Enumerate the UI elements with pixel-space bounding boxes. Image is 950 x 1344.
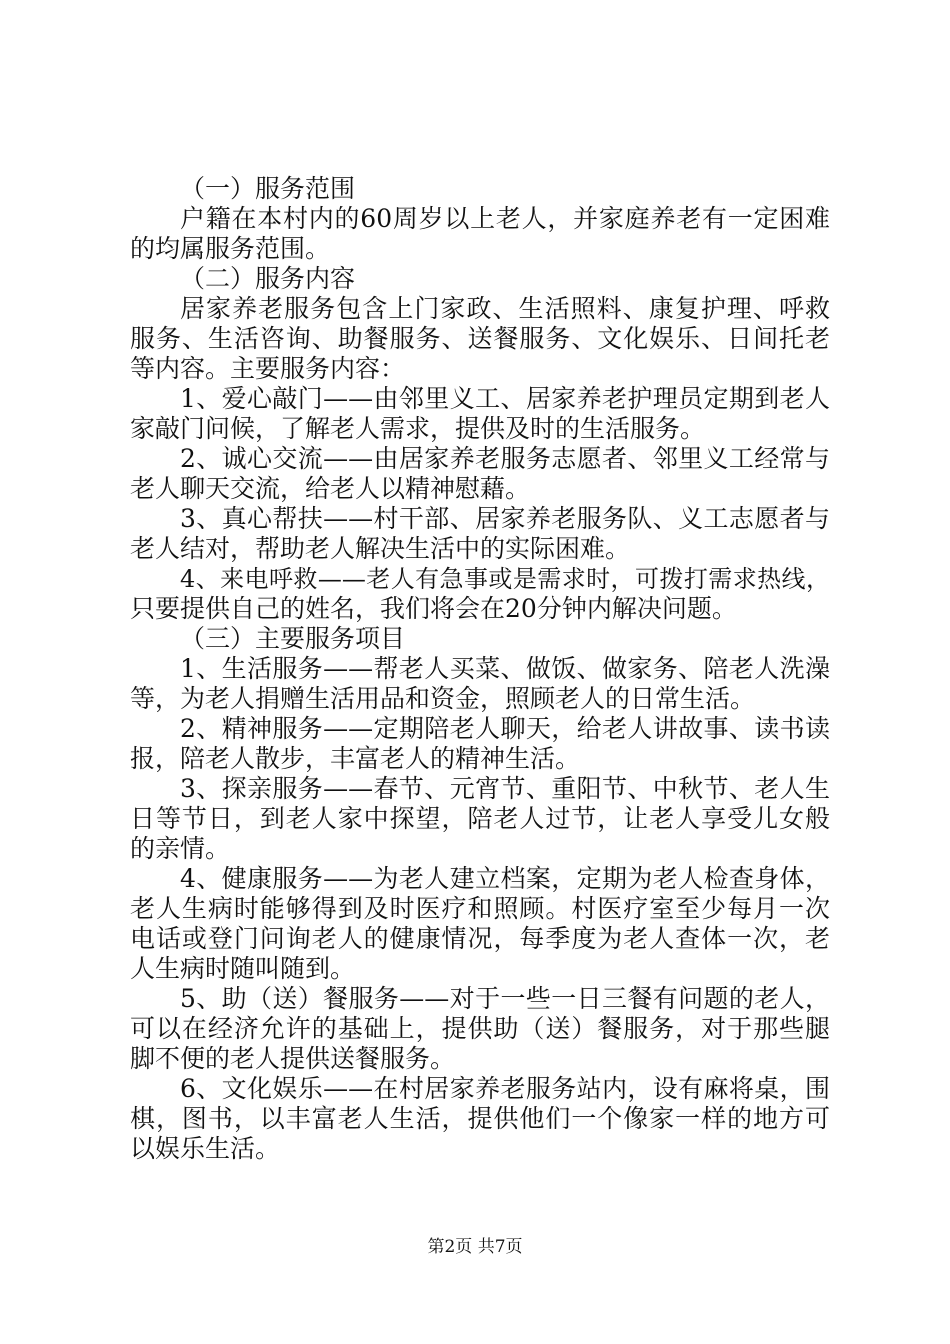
paragraph-line: 1、爱心敲门——由邻里义工、居家养老护理员定期到老人 <box>180 384 830 413</box>
paragraph-line: 电话或登门问询老人的健康情况，每季度为老人查体一次，老 <box>130 924 830 953</box>
paragraph-line: 等内容。主要服务内容： <box>130 354 406 383</box>
paragraph-line: 等，为老人捐赠生活用品和资金，照顾老人的日常生活。 <box>130 684 756 713</box>
paragraph-line: 服务、生活咨询、助餐服务、送餐服务、文化娱乐、日间托老 <box>130 324 830 353</box>
section-heading: （二）服务内容 <box>180 264 356 293</box>
paragraph-line: 老人生病时能够得到及时医疗和照顾。村医疗室至少每月一次 <box>130 894 830 923</box>
paragraph-line: 家敲门问候，了解老人需求，提供及时的生活服务。 <box>130 414 706 443</box>
paragraph-line: 以娱乐生活。 <box>130 1134 281 1163</box>
section-heading: （三）主要服务项目 <box>180 624 406 653</box>
paragraph-line: 报，陪老人散步，丰富老人的精神生活。 <box>130 744 581 773</box>
paragraph-line: 人生病时随叫随到。 <box>130 954 356 983</box>
paragraph-line: 只要提供自己的姓名，我们将会在20分钟内解决问题。 <box>130 594 737 623</box>
paragraph-line: 1、生活服务——帮老人买菜、做饭、做家务、陪老人洗澡 <box>180 654 830 683</box>
document-body <box>130 174 830 1164</box>
paragraph-line: 2、诚心交流——由居家养老服务志愿者、邻里义工经常与 <box>180 444 830 473</box>
paragraph-line: 日等节日，到老人家中探望，陪老人过节，让老人享受儿女般 <box>130 804 830 833</box>
paragraph-line: 居家养老服务包含上门家政、生活照料、康复护理、呼救 <box>180 294 830 323</box>
paragraph-line: 5、助（送）餐服务——对于一些一日三餐有问题的老人， <box>180 984 830 1013</box>
paragraph-line: 4、健康服务——为老人建立档案，定期为老人检查身体， <box>180 864 830 893</box>
paragraph-line: 的亲情。 <box>130 834 231 863</box>
paragraph-line: 老人聊天交流，给老人以精神慰藉。 <box>130 474 531 503</box>
paragraph-line: 6、文化娱乐——在村居家养老服务站内，设有麻将桌，围 <box>180 1074 830 1103</box>
paragraph-line: 3、探亲服务——春节、元宵节、重阳节、中秋节、老人生 <box>180 774 830 803</box>
paragraph-line: 3、真心帮扶——村干部、居家养老服务队、义工志愿者与 <box>180 504 830 533</box>
page-number-footer: 第2页 共7页 <box>427 1237 523 1257</box>
paragraph-line: 可以在经济允许的基础上，提供助（送）餐服务，对于那些腿 <box>130 1014 830 1043</box>
paragraph-line: 棋，图书，以丰富老人生活，提供他们一个像家一样的地方可 <box>130 1104 830 1133</box>
section-heading: （一）服务范围 <box>180 174 356 203</box>
paragraph-line: 户籍在本村内的60周岁以上老人，并家庭养老有一定困难 <box>180 204 830 233</box>
paragraph-line: 老人结对，帮助老人解决生活中的实际困难。 <box>130 534 631 563</box>
paragraph-line: 的均属服务范围。 <box>130 234 331 263</box>
paragraph-line: 2、精神服务——定期陪老人聊天，给老人讲故事、读书读 <box>180 714 830 743</box>
paragraph-line: 4、来电呼救——老人有急事或是需求时，可拨打需求热线， <box>180 565 830 593</box>
paragraph-line: 脚不便的老人提供送餐服务。 <box>130 1044 456 1073</box>
